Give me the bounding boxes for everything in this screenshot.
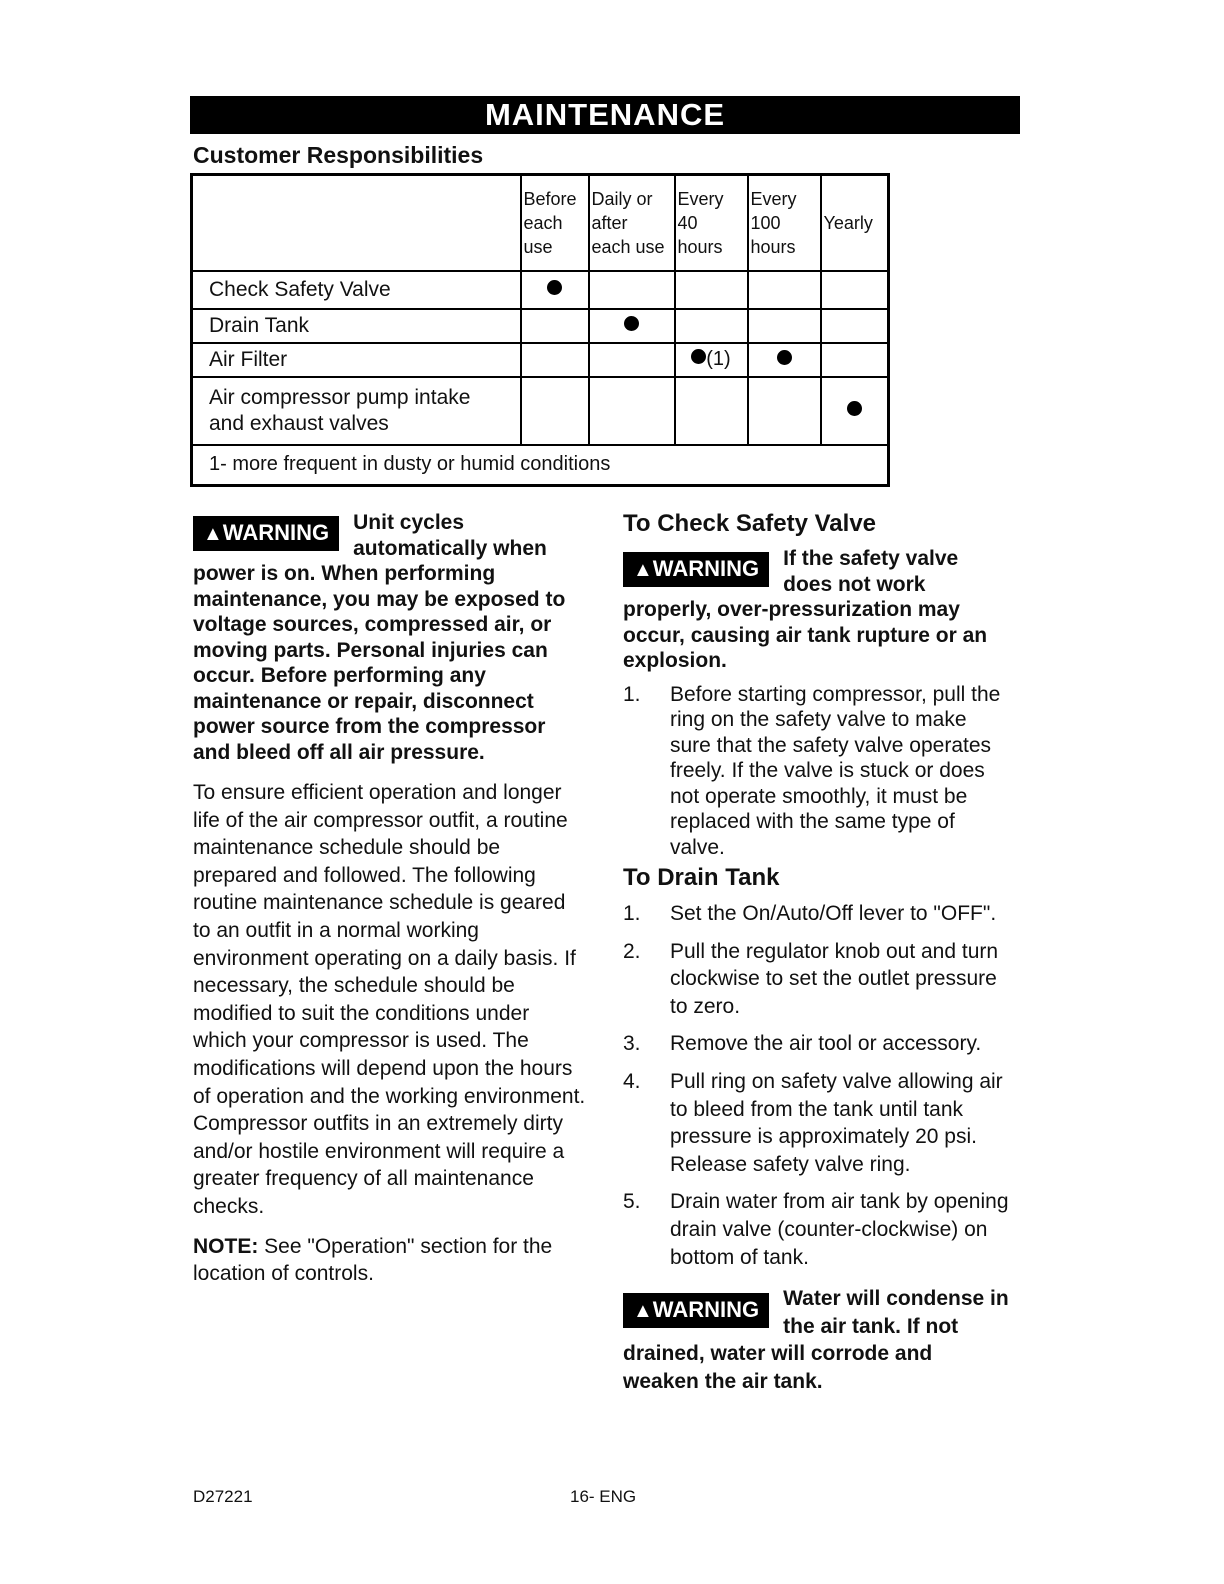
header-cell: Yearly	[821, 175, 889, 271]
table-row	[192, 309, 889, 343]
water-warning: ▲WARNING Water will condense in the air tank. If not drained, water will corrode and weaken the air tank.	[623, 1287, 1009, 1393]
right-column	[623, 510, 1013, 1396]
warning-badge: ▲WARNING	[623, 552, 769, 587]
row-item: Air Filter	[192, 343, 521, 377]
row-item: Check Safety Valve	[192, 271, 521, 309]
warning-badge: ▲WARNING	[623, 1293, 769, 1328]
table-footnote: 1- more frequent in dusty or humid conditions	[192, 445, 889, 486]
section-banner: MAINTENANCE	[190, 96, 1020, 134]
table-row	[192, 377, 889, 445]
unit-cycles-warning: ▲WARNING Unit cycles automatically when power is on. When performing maintenance, you may be exposed to voltage sources, compressed air, or moving parts. Personal injuries can occur. Before performing any maintenance or repair, disconnect power source from the compressor and bleed off all air pressure.	[193, 511, 566, 764]
warning-triangle-icon: ▲	[633, 1300, 653, 1323]
warning-triangle-icon: ▲	[203, 523, 223, 545]
bullet-dot-icon	[547, 280, 562, 295]
schedule-mark	[521, 271, 589, 309]
table-row	[192, 343, 889, 377]
list-item: 3. Remove the air tool or accessory.	[623, 1032, 982, 1056]
row-item: Drain Tank	[192, 309, 521, 343]
header-blank	[192, 175, 521, 271]
page-number: 16- ENG	[570, 1487, 637, 1506]
bullet-dot-icon	[624, 316, 639, 331]
row-item: Air compressor pump intake and exhaust valves	[192, 377, 521, 445]
list-item: 4. Pull ring on safety valve allowing air to bleed from the tank until tank pressure is approximately 20 psi. Release safety valve ring.	[623, 1069, 1003, 1176]
schedule-mark	[821, 377, 889, 445]
bullet-dot-icon	[691, 349, 706, 364]
safety-valve-warning: ▲WARNING If the safety valve does not work properly, over-pressurization may occur, causing air tank rupture or an explosion.	[623, 547, 988, 672]
schedule-mark	[589, 309, 675, 343]
warning-triangle-icon: ▲	[633, 559, 653, 581]
table-footnote-row	[192, 445, 889, 486]
maintenance-paragraph: To ensure efficient operation and longer life of the air compressor outfit, a routine maintenance schedule should be prepared and followed. The following routine maintenance schedule is geared to an outfit in a normal working environment operating on a daily basis. If necessary, the schedule should be modified to suit the conditions under which your compressor is used. The modifications will depend upon the hours of operation and the working environment. Compressor outfits in an extremely dirty and/or hostile environment will require a greater frequency of all maintenance checks.	[193, 781, 586, 1218]
warning-badge: ▲WARNING	[193, 516, 339, 551]
safety-valve-title: To Check Safety Valve	[623, 510, 877, 537]
drain-tank-title: To Drain Tank	[623, 864, 780, 891]
bullet-dot-icon	[847, 401, 862, 416]
header-cell: Before each use	[521, 175, 589, 271]
left-column	[193, 510, 588, 1288]
header-cell: Every 40 hours	[675, 175, 748, 271]
list-item: 1. Before starting compressor, pull the ring on the safety valve to make sure that the safety valve operates freely. If the valve is stuck or does not operate smoothly, it must be replaced with the same type of valve.	[623, 682, 1001, 859]
maintenance-schedule-table	[190, 173, 890, 487]
bullet-dot-icon	[777, 350, 792, 365]
safety-valve-steps	[623, 682, 1013, 861]
table-row	[192, 271, 889, 309]
drain-tank-steps	[623, 900, 1013, 1271]
list-item: 1. Set the On/Auto/Off lever to "OFF".	[623, 902, 997, 925]
schedule-mark	[748, 343, 821, 377]
list-item: 2. Pull the regulator knob out and turn clockwise to set the outlet pressure to zero.	[623, 939, 999, 1018]
footnote-ref: (1)	[706, 348, 731, 370]
document-code: D27221	[193, 1487, 253, 1506]
table-header-row	[192, 175, 889, 271]
header-cell: Daily or after each use	[589, 175, 675, 271]
header-cell: Every 100 hours	[748, 175, 821, 271]
schedule-mark	[675, 343, 748, 377]
note: NOTE: See "Operation" section for the location of controls.	[193, 1234, 553, 1286]
subheading: Customer Responsibilities	[193, 142, 484, 168]
list-item: 5. Drain water from air tank by opening drain valve (counter-clockwise) on bottom of tank.	[623, 1190, 1009, 1269]
